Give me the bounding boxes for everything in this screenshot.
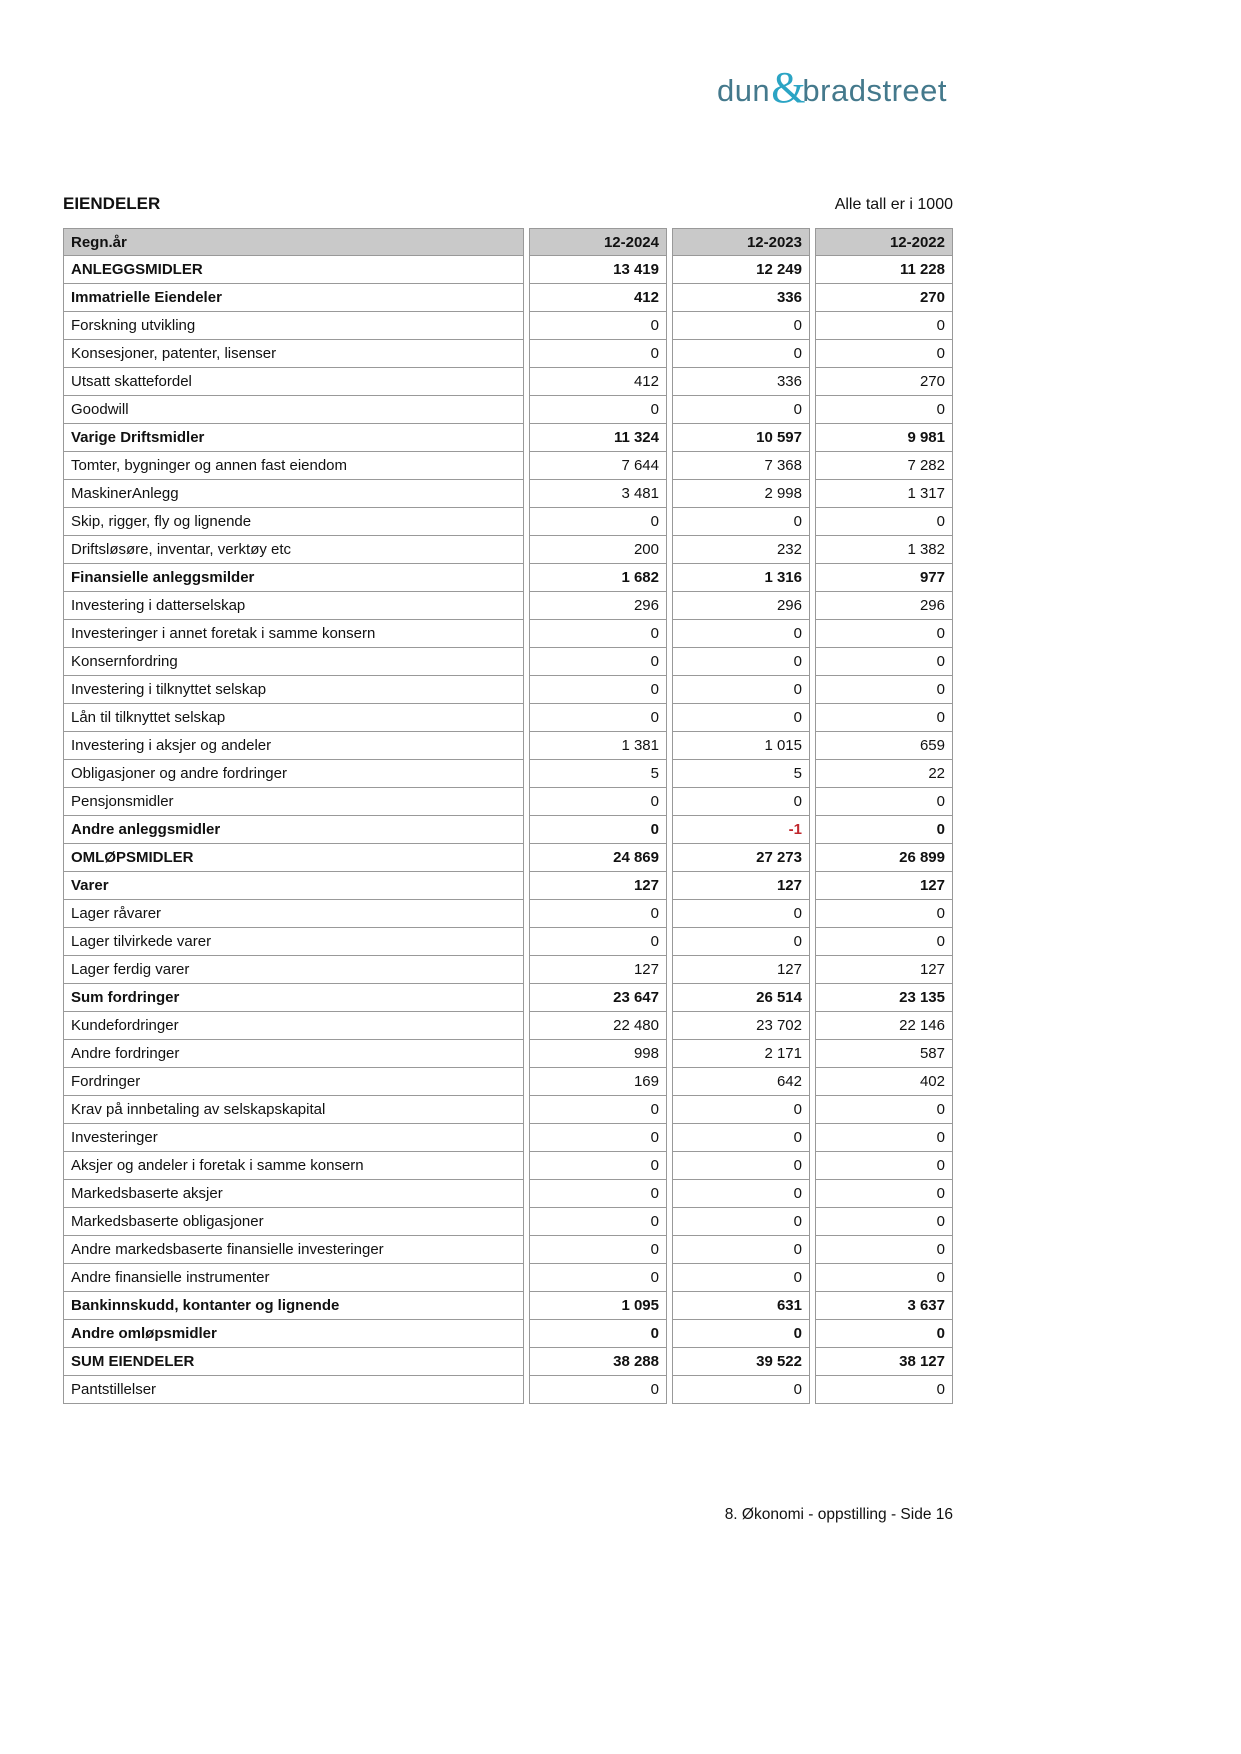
table-row <box>63 1096 953 1124</box>
table-row <box>63 1236 953 1264</box>
row-value: 296 <box>815 592 953 620</box>
row-value: 0 <box>815 1180 953 1208</box>
row-value: 38 288 <box>529 1348 667 1376</box>
row-label: Lager råvarer <box>63 900 524 928</box>
row-value: 0 <box>672 312 810 340</box>
row-label: Investering i datterselskap <box>63 592 524 620</box>
table-row <box>63 760 953 788</box>
units-note: Alle tall er i 1000 <box>834 196 953 213</box>
row-label: Investering i aksjer og andeler <box>63 732 524 760</box>
row-value: 11 324 <box>529 424 667 452</box>
row-label: Utsatt skattefordel <box>63 368 524 396</box>
row-value: 0 <box>529 1320 667 1348</box>
row-value: 0 <box>672 1152 810 1180</box>
row-value: 0 <box>815 1208 953 1236</box>
row-value: 0 <box>672 1236 810 1264</box>
table-row <box>63 256 953 284</box>
row-value: 22 146 <box>815 1012 953 1040</box>
table-row <box>63 732 953 760</box>
row-value: 23 647 <box>529 984 667 1012</box>
row-value: 0 <box>672 508 810 536</box>
row-value: 127 <box>529 872 667 900</box>
row-value: 0 <box>672 620 810 648</box>
row-value: 270 <box>815 368 953 396</box>
row-value: 0 <box>672 1180 810 1208</box>
row-value: 587 <box>815 1040 953 1068</box>
row-value: 2 171 <box>672 1040 810 1068</box>
year-column-header: 12-2022 <box>815 228 953 256</box>
row-value: 0 <box>529 1208 667 1236</box>
row-value: 0 <box>529 900 667 928</box>
ampersand-icon: & <box>771 63 806 112</box>
table-row <box>63 984 953 1012</box>
row-value: 631 <box>672 1292 810 1320</box>
row-value: 0 <box>815 312 953 340</box>
row-label: Investering i tilknyttet selskap <box>63 676 524 704</box>
row-value: 296 <box>672 592 810 620</box>
table-row <box>63 1264 953 1292</box>
row-value: 0 <box>672 648 810 676</box>
row-value: 0 <box>815 676 953 704</box>
row-value: 9 981 <box>815 424 953 452</box>
row-value: 169 <box>529 1068 667 1096</box>
table-row <box>63 1012 953 1040</box>
logo-text-dun: dun <box>716 72 771 108</box>
row-value: 0 <box>529 1264 667 1292</box>
row-label: Sum fordringer <box>63 984 524 1012</box>
row-label: MaskinerAnlegg <box>63 480 524 508</box>
row-value: 12 249 <box>672 256 810 284</box>
row-label: Varer <box>63 872 524 900</box>
row-value: 0 <box>529 1152 667 1180</box>
row-label: SUM EIENDELER <box>63 1348 524 1376</box>
row-value: 0 <box>529 396 667 424</box>
row-value: 0 <box>815 816 953 844</box>
row-value: 0 <box>815 788 953 816</box>
row-label: Andre fordringer <box>63 1040 524 1068</box>
row-label: Lager ferdig varer <box>63 956 524 984</box>
row-label: Forskning utvikling <box>63 312 524 340</box>
row-value: 336 <box>672 284 810 312</box>
header-label: Regn.år <box>63 228 524 256</box>
row-value: 0 <box>529 928 667 956</box>
row-value: 0 <box>529 620 667 648</box>
row-value: 0 <box>815 508 953 536</box>
row-label: ANLEGGSMIDLER <box>63 256 524 284</box>
row-value: 659 <box>815 732 953 760</box>
row-label: Andre markedsbaserte finansielle investeringer <box>63 1236 524 1264</box>
row-value: 270 <box>815 284 953 312</box>
balance-table <box>58 228 958 1404</box>
row-label: Konsesjoner, patenter, lisenser <box>63 340 524 368</box>
row-value: 26 899 <box>815 844 953 872</box>
table-body <box>63 256 953 1404</box>
table-row <box>63 1208 953 1236</box>
row-value: 0 <box>529 340 667 368</box>
row-value: 0 <box>815 648 953 676</box>
row-value: 977 <box>815 564 953 592</box>
row-label: Goodwill <box>63 396 524 424</box>
table-row <box>63 872 953 900</box>
table-row <box>63 340 953 368</box>
row-value: 0 <box>529 676 667 704</box>
table-row <box>63 1292 953 1320</box>
row-value: 0 <box>672 704 810 732</box>
table-row <box>63 536 953 564</box>
row-value: 3 637 <box>815 1292 953 1320</box>
section-title: EIENDELER <box>63 194 161 213</box>
row-label: Lager tilvirkede varer <box>63 928 524 956</box>
table-header-row <box>63 228 953 256</box>
row-value: 0 <box>815 1320 953 1348</box>
row-label: Markedsbaserte obligasjoner <box>63 1208 524 1236</box>
row-value: 127 <box>815 872 953 900</box>
dun-bradstreet-logo <box>716 63 947 112</box>
table-row <box>63 452 953 480</box>
row-label: Lån til tilknyttet selskap <box>63 704 524 732</box>
row-value: 0 <box>672 396 810 424</box>
row-value: 0 <box>529 648 667 676</box>
row-label: OMLØPSMIDLER <box>63 844 524 872</box>
table-row <box>63 1152 953 1180</box>
row-value: 0 <box>815 340 953 368</box>
row-value: 0 <box>815 1264 953 1292</box>
row-label: Finansielle anleggsmilder <box>63 564 524 592</box>
row-value: 0 <box>815 620 953 648</box>
row-label: Pensjonsmidler <box>63 788 524 816</box>
row-value: 412 <box>529 284 667 312</box>
row-value: 1 015 <box>672 732 810 760</box>
row-value: 0 <box>529 508 667 536</box>
row-value: 0 <box>672 928 810 956</box>
row-value: 0 <box>529 1096 667 1124</box>
row-value: 0 <box>815 928 953 956</box>
table-row <box>63 956 953 984</box>
table-row <box>63 648 953 676</box>
row-value: 26 514 <box>672 984 810 1012</box>
row-value: 0 <box>672 1264 810 1292</box>
row-value: 39 522 <box>672 1348 810 1376</box>
logo-text-bradstreet: bradstreet <box>802 72 947 108</box>
row-label: Skip, rigger, fly og lignende <box>63 508 524 536</box>
row-value: 0 <box>815 1236 953 1264</box>
row-value: 2 998 <box>672 480 810 508</box>
row-value: 0 <box>815 1376 953 1404</box>
row-label: Aksjer og andeler i foretak i samme konsern <box>63 1152 524 1180</box>
row-value: 0 <box>815 704 953 732</box>
row-label: Investeringer i annet foretak i samme konsern <box>63 620 524 648</box>
row-value: 0 <box>529 1236 667 1264</box>
row-value: 5 <box>529 760 667 788</box>
row-value: 13 419 <box>529 256 667 284</box>
table-row <box>63 508 953 536</box>
row-value: 1 382 <box>815 536 953 564</box>
year-column-header: 12-2023 <box>672 228 810 256</box>
table-row <box>63 312 953 340</box>
row-value: 0 <box>529 704 667 732</box>
year-column-header: 12-2024 <box>529 228 667 256</box>
table-row <box>63 816 953 844</box>
row-value: 0 <box>529 312 667 340</box>
table-row <box>63 900 953 928</box>
row-value: 3 481 <box>529 480 667 508</box>
row-value: 127 <box>529 956 667 984</box>
row-value: 0 <box>672 1208 810 1236</box>
row-label: Obligasjoner og andre fordringer <box>63 760 524 788</box>
row-label: Varige Driftsmidler <box>63 424 524 452</box>
row-value: 0 <box>815 1152 953 1180</box>
row-label: Andre omløpsmidler <box>63 1320 524 1348</box>
row-value: 10 597 <box>672 424 810 452</box>
table-row <box>63 1180 953 1208</box>
table-row <box>63 1040 953 1068</box>
row-value: 127 <box>672 956 810 984</box>
row-value: 0 <box>672 676 810 704</box>
row-label: Fordringer <box>63 1068 524 1096</box>
row-value: 0 <box>529 1180 667 1208</box>
table-row <box>63 844 953 872</box>
row-value: 232 <box>672 536 810 564</box>
row-label: Investeringer <box>63 1124 524 1152</box>
table-row <box>63 1348 953 1376</box>
table-row <box>63 480 953 508</box>
table-row <box>63 788 953 816</box>
table-row <box>63 592 953 620</box>
row-value: 0 <box>672 1124 810 1152</box>
row-label: Immatrielle Eiendeler <box>63 284 524 312</box>
row-value: 296 <box>529 592 667 620</box>
row-value: 336 <box>672 368 810 396</box>
row-value: 0 <box>815 900 953 928</box>
row-value: 642 <box>672 1068 810 1096</box>
table-row <box>63 1124 953 1152</box>
row-value: 200 <box>529 536 667 564</box>
table-row <box>63 928 953 956</box>
row-value: 1 682 <box>529 564 667 592</box>
row-value: 1 317 <box>815 480 953 508</box>
row-value: 998 <box>529 1040 667 1068</box>
row-value: 5 <box>672 760 810 788</box>
row-label: Andre finansielle instrumenter <box>63 1264 524 1292</box>
row-value: 0 <box>672 340 810 368</box>
row-value: 7 644 <box>529 452 667 480</box>
row-value: 23 135 <box>815 984 953 1012</box>
table-row <box>63 1068 953 1096</box>
row-value: 23 702 <box>672 1012 810 1040</box>
row-value: 0 <box>672 900 810 928</box>
row-value: 22 480 <box>529 1012 667 1040</box>
row-value: 22 <box>815 760 953 788</box>
table-row <box>63 1320 953 1348</box>
row-value: 7 368 <box>672 452 810 480</box>
table-row <box>63 424 953 452</box>
row-value: 0 <box>672 1376 810 1404</box>
row-value: 0 <box>529 1376 667 1404</box>
row-value: 402 <box>815 1068 953 1096</box>
row-value: 0 <box>672 1096 810 1124</box>
row-label: Krav på innbetaling av selskapskapital <box>63 1096 524 1124</box>
row-value: 11 228 <box>815 256 953 284</box>
page-footer: 8. Økonomi - oppstilling - Side 16 <box>724 1506 953 1523</box>
row-value: 0 <box>529 1124 667 1152</box>
row-value: 412 <box>529 368 667 396</box>
row-label: Tomter, bygninger og annen fast eiendom <box>63 452 524 480</box>
row-label: Konsernfordring <box>63 648 524 676</box>
table-row <box>63 368 953 396</box>
table-row <box>63 1376 953 1404</box>
table-row <box>63 564 953 592</box>
row-label: Markedsbaserte aksjer <box>63 1180 524 1208</box>
row-value: 0 <box>815 1096 953 1124</box>
row-value: 0 <box>529 816 667 844</box>
table-row <box>63 704 953 732</box>
row-value: 1 381 <box>529 732 667 760</box>
row-value: 24 869 <box>529 844 667 872</box>
row-label: Bankinnskudd, kontanter og lignende <box>63 1292 524 1320</box>
row-value: 27 273 <box>672 844 810 872</box>
row-value: -1 <box>672 816 810 844</box>
row-label: Pantstillelser <box>63 1376 524 1404</box>
row-value: 127 <box>672 872 810 900</box>
row-value: 0 <box>672 1320 810 1348</box>
row-value: 0 <box>529 788 667 816</box>
table-row <box>63 676 953 704</box>
row-value: 1 316 <box>672 564 810 592</box>
row-value: 0 <box>815 1124 953 1152</box>
table-row <box>63 284 953 312</box>
row-value: 1 095 <box>529 1292 667 1320</box>
row-value: 127 <box>815 956 953 984</box>
row-value: 0 <box>672 788 810 816</box>
row-value: 0 <box>815 396 953 424</box>
row-label: Driftsløsøre, inventar, verktøy etc <box>63 536 524 564</box>
row-label: Kundefordringer <box>63 1012 524 1040</box>
row-value: 38 127 <box>815 1348 953 1376</box>
table-row <box>63 620 953 648</box>
table-row <box>63 396 953 424</box>
row-value: 7 282 <box>815 452 953 480</box>
row-label: Andre anleggsmidler <box>63 816 524 844</box>
title-row <box>63 194 953 214</box>
